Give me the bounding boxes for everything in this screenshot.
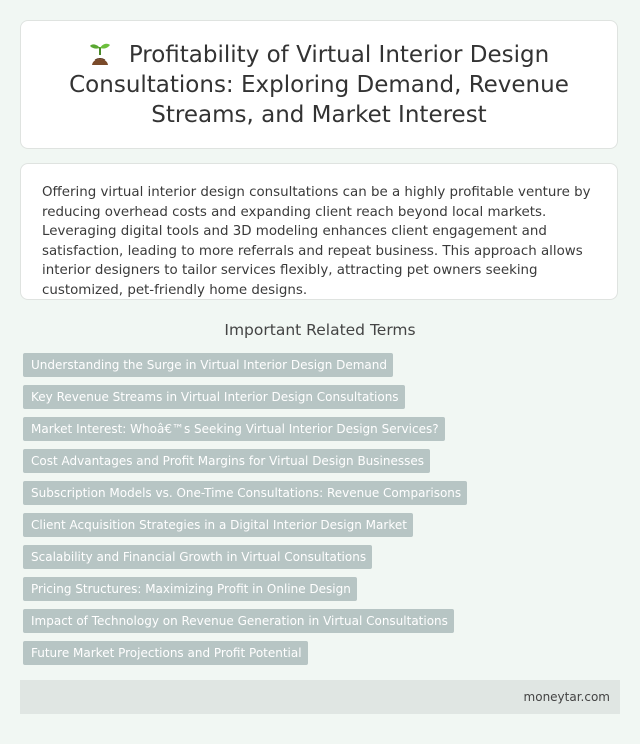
- related-term-tag[interactable]: Market Interest: Whoâ€™s Seeking Virtual Interior Design Services?: [23, 417, 445, 441]
- footer-site-link[interactable]: moneytar.com: [523, 690, 610, 704]
- related-term-tag[interactable]: Client Acquisition Strategies in a Digital Interior Design Market: [23, 513, 413, 537]
- related-terms-heading: Important Related Terms: [224, 321, 416, 339]
- related-term-tag[interactable]: Pricing Structures: Maximizing Profit in Online Design: [23, 577, 357, 601]
- related-term-tag[interactable]: Impact of Technology on Revenue Generation in Virtual Consultations: [23, 609, 454, 633]
- related-term-tag[interactable]: Subscription Models vs. One-Time Consultations: Revenue Comparisons: [23, 481, 467, 505]
- related-term-tag[interactable]: Scalability and Financial Growth in Virtual Consultations: [23, 545, 372, 569]
- footer-bar: [20, 680, 620, 714]
- related-term-tag[interactable]: Future Market Projections and Profit Potential: [23, 641, 308, 665]
- related-term-tag[interactable]: Key Revenue Streams in Virtual Interior Design Consultations: [23, 385, 405, 409]
- page-title: [37, 40, 601, 130]
- related-term-tag[interactable]: Cost Advantages and Profit Margins for Virtual Design Businesses: [23, 449, 430, 473]
- related-term-tag[interactable]: Understanding the Surge in Virtual Interior Design Demand: [23, 353, 393, 377]
- title-card: [20, 20, 618, 149]
- summary-card: [20, 163, 618, 300]
- sprout-icon: [89, 41, 111, 65]
- summary-text: Offering virtual interior design consultations can be a highly profitable venture by reducing overhead costs and expanding client reach beyond local markets. Leveraging digital tools and 3D modeling enhances client engagement and satisfaction, leading to more referrals and repeat business. This approach allows interior designers to tailor services flexibly, attracting pet owners seeking customized, pet-friendly home designs.: [42, 185, 591, 298]
- related-terms-list: [23, 353, 623, 673]
- page-title-text: Profitability of Virtual Interior Design Consultations: Exploring Demand, Revenue Streams, and Market Interest: [69, 41, 569, 128]
